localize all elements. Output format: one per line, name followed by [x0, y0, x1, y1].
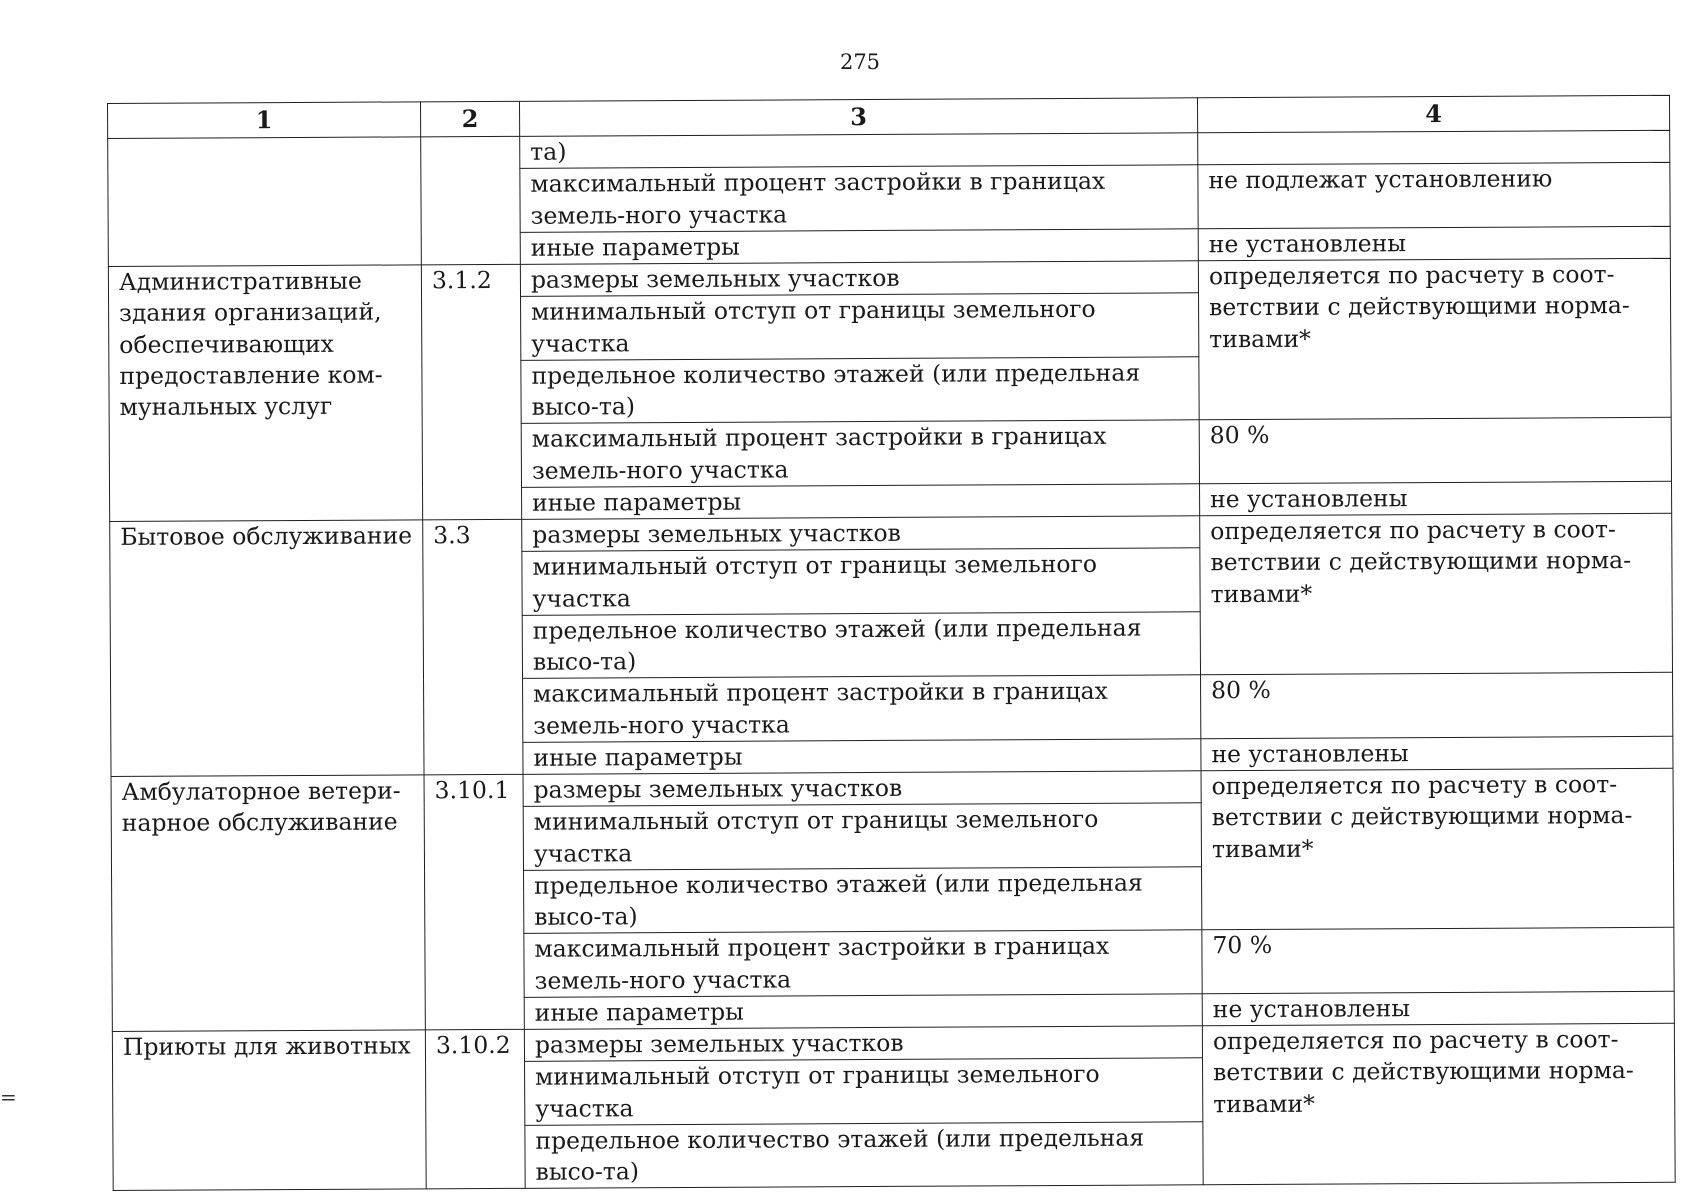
param-cell: иные параметры	[523, 739, 1201, 775]
param-cell: предельное количество этажей (или предельная высо-та)	[521, 357, 1199, 424]
param-cell: максимальный процент застройки в границах земель-ного участка	[520, 165, 1198, 232]
param-cell: минимальный отступ от границы земельного участка	[523, 803, 1201, 870]
table-row	[110, 513, 1672, 553]
use-name-cell	[108, 137, 422, 267]
param-cell: предельное количество этажей (или предельная высо-та)	[522, 612, 1200, 679]
use-code-cell: 3.3	[423, 519, 523, 775]
value-cell: определяется по расчету в соот-ветствии с действующими норма-тивами*	[1202, 1023, 1675, 1185]
use-name-cell: Амбулаторное ветери-нарное обслуживание	[111, 775, 425, 1032]
header-col-4: 4	[1197, 95, 1669, 132]
param-cell: размеры земельных участков	[524, 1026, 1202, 1062]
param-cell: максимальный процент застройки в границах земель-ного участка	[524, 930, 1202, 997]
use-code-cell: 3.1.2	[421, 264, 521, 520]
value-cell: определяется по расчету в соот-ветствии с действующими норма-тивами*	[1201, 768, 1674, 930]
value-cell: определяется по расчету в соот-ветствии с действующими норма-тивами*	[1200, 513, 1673, 675]
value-cell: 70 %	[1202, 928, 1674, 994]
table-row	[108, 258, 1670, 298]
value-cell: определяется по расчету в соот-ветствии с действующими норма-тивами*	[1198, 258, 1671, 420]
param-cell: предельное количество этажей (или предельная высо-та)	[525, 1122, 1203, 1189]
margin-mark: =	[0, 1085, 17, 1109]
value-cell: 80 %	[1201, 673, 1673, 739]
use-code-cell: 3.10.2	[425, 1029, 525, 1189]
param-cell: размеры земельных участков	[520, 261, 1198, 297]
header-col-2: 2	[420, 101, 519, 137]
param-cell: размеры земельных участков	[522, 516, 1200, 552]
param-cell: минимальный отступ от границы земельного участка	[521, 293, 1199, 360]
value-cell: не установлены	[1202, 991, 1674, 1026]
value-cell: не установлены	[1198, 226, 1670, 261]
use-name-cell: Бытовое обслуживание	[110, 520, 424, 777]
use-code-cell	[421, 136, 521, 265]
regulations-table	[107, 95, 1676, 1191]
use-name-cell: Приюты для животных	[112, 1030, 426, 1191]
value-cell: не установлены	[1200, 481, 1672, 516]
value-cell: не подлежат установлению	[1198, 163, 1670, 229]
table-row	[112, 1023, 1674, 1063]
header-col-3: 3	[519, 98, 1197, 137]
param-cell: иные параметры	[522, 484, 1200, 520]
value-cell: не установлены	[1201, 736, 1673, 771]
param-cell: та)	[520, 133, 1198, 169]
param-cell: максимальный процент застройки в границах земель-ного участка	[521, 420, 1199, 487]
param-cell: предельное количество этажей (или предельная высо-та)	[524, 867, 1202, 934]
use-name-cell: Административные здания организаций, обеспечивающих предоставление ком-мунальных услуг	[108, 265, 422, 522]
param-cell: иные параметры	[524, 994, 1202, 1030]
header-col-1: 1	[108, 102, 421, 139]
value-cell	[1198, 130, 1670, 165]
param-cell: минимальный отступ от границы земельного участка	[525, 1058, 1203, 1125]
param-cell: иные параметры	[520, 229, 1198, 265]
table-row	[111, 768, 1673, 808]
value-cell: 80 %	[1199, 418, 1671, 484]
use-code-cell: 3.10.1	[424, 774, 524, 1030]
page-number: 275	[839, 50, 881, 74]
param-cell: максимальный процент застройки в границах земель-ного участка	[523, 675, 1201, 742]
param-cell: размеры земельных участков	[523, 771, 1201, 807]
param-cell: минимальный отступ от границы земельного участка	[522, 548, 1200, 615]
